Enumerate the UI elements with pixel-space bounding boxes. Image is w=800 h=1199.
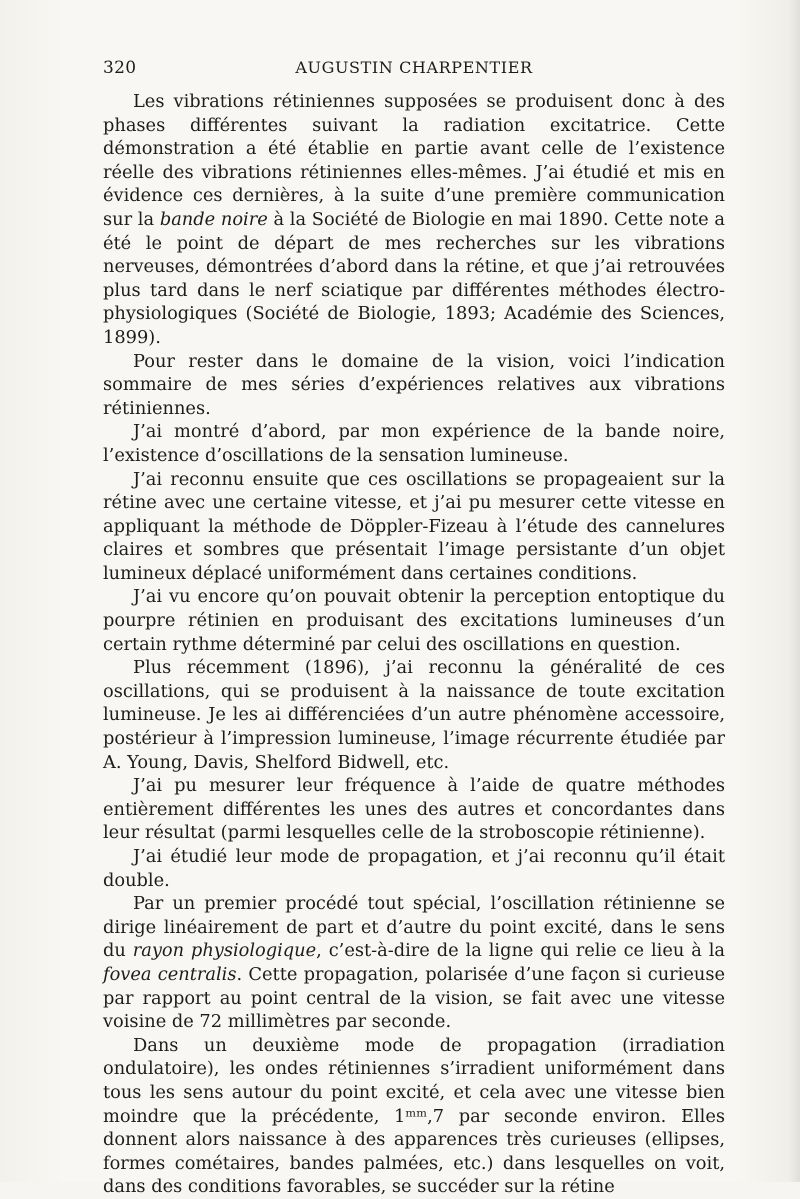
text-run: J’ai montré d’abord, par mon expérience de la bande noire, l’existence d’oscillations de la sensation lumineuse. bbox=[103, 421, 725, 466]
paragraph bbox=[103, 892, 725, 1034]
text-run: , c’est-à-dire de la ligne qui relie ce lieu à la bbox=[316, 940, 725, 962]
paragraph bbox=[103, 350, 725, 421]
text-run: . Cette propagation, polarisée d’une façon si curieuse par rapport au point central de la vision, se fait avec une vitesse voisine de 72 millimètres par seconde. bbox=[103, 963, 725, 1033]
text-run: J’ai vu encore qu’on pouvait obtenir la perception entoptique du pourpre rétinien en produisant des excitations lumineuses d’un certain rythme déterminé par celui des oscillations en question. bbox=[103, 586, 725, 655]
running-title: AUGUSTIN CHARPENTIER bbox=[295, 58, 533, 77]
italic-text: rayon physiologique bbox=[132, 940, 317, 962]
paragraph bbox=[103, 420, 725, 467]
text-run: à la Société de Biologie en mai 1890. Cette note a été le point de départ de mes recherches sur les vibrations nerveuses, démontrées d’abord dans la rétine, et que j’ai retrouvées plus tard dans le nerf sciatique par différentes méthodes électro-physiologiques (Société de Biologie, 1893; Académie des Sciences, 1899). bbox=[103, 208, 726, 348]
paragraph bbox=[103, 656, 725, 774]
text-run: Pour rester dans le domaine de la vision, voici l’indication sommaire de mes séries d’expériences relatives aux vibrations rétiniennes. bbox=[103, 350, 725, 419]
text-run: J’ai reconnu ensuite que ces oscillations se propageaient sur la rétine avec une certaine vitesse, et j’ai pu mesurer cette vitesse en appliquant la méthode de Döppler-Fizeau à l’étude des cannelures claires et sombres que présentait l’image persistante d’un objet lumineux déplacé uniformément dans certaines conditions. bbox=[103, 468, 725, 584]
italic-text: bande noire bbox=[159, 208, 268, 230]
text-run: Plus récemment (1896), j’ai reconnu la généralité de ces oscillations, qui se produisent à la naissance de toute excitation lumineuse. Je les ai différenciées d’un autre phénomène accessoire, postérieur à l’impression lumineuse, l’image récurrente étudiée par A. Young, Davis, Shelford Bidwell, etc. bbox=[103, 657, 725, 773]
text-run: Dans un deuxième mode de propagation (irradiation ondulatoire), les ondes rétiniennes s’irradient uniformément dans tous les sens autour du point excité, et cela avec une vitesse bien moindre que la précédente, 1ᵐᵐ,7 par seconde environ. Elles donnent alors naissance à des apparences très curieuses (ellipses, formes cométaires, bandes palmées, etc.) dans lesquelles on voit, dans des conditions favorables, se succéder sur la rétine bbox=[103, 1034, 725, 1198]
text-run: Les vibrations rétiniennes supposées se produisent donc à des phases différentes suivant la radiation excitatrice. Cette démonstration a été établie en partie avant celle de l’existence réelle des vibrations rétiniennes elles-mêmes. J’ai étudié et mis en évidence ces dernières, à la suite d’une première communication sur la bbox=[103, 91, 725, 230]
text-run: Par un premier procédé tout spécial, l’oscillation rétinienne se dirige linéairement de part et d’autre du point excité, dans le sens du bbox=[103, 893, 725, 962]
text-run: J’ai étudié leur mode de propagation, et j’ai reconnu qu’il était double. bbox=[103, 846, 725, 891]
page-edge-shadow bbox=[788, 0, 800, 1182]
paragraph bbox=[103, 90, 725, 350]
paragraph bbox=[103, 468, 725, 586]
body-text bbox=[103, 90, 725, 1199]
page-number: 320 bbox=[103, 58, 137, 78]
paragraph bbox=[103, 585, 725, 656]
paragraph bbox=[103, 845, 725, 892]
paragraph bbox=[103, 1034, 725, 1199]
paragraph bbox=[103, 774, 725, 845]
italic-text: fovea centralis bbox=[103, 963, 237, 985]
running-head bbox=[103, 58, 725, 80]
text-run: J’ai pu mesurer leur fréquence à l’aide de quatre méthodes entièrement différentes les unes des autres et concordantes dans leur résultat (parmi lesquelles celle de la stroboscopie rétinienne). bbox=[103, 775, 725, 844]
